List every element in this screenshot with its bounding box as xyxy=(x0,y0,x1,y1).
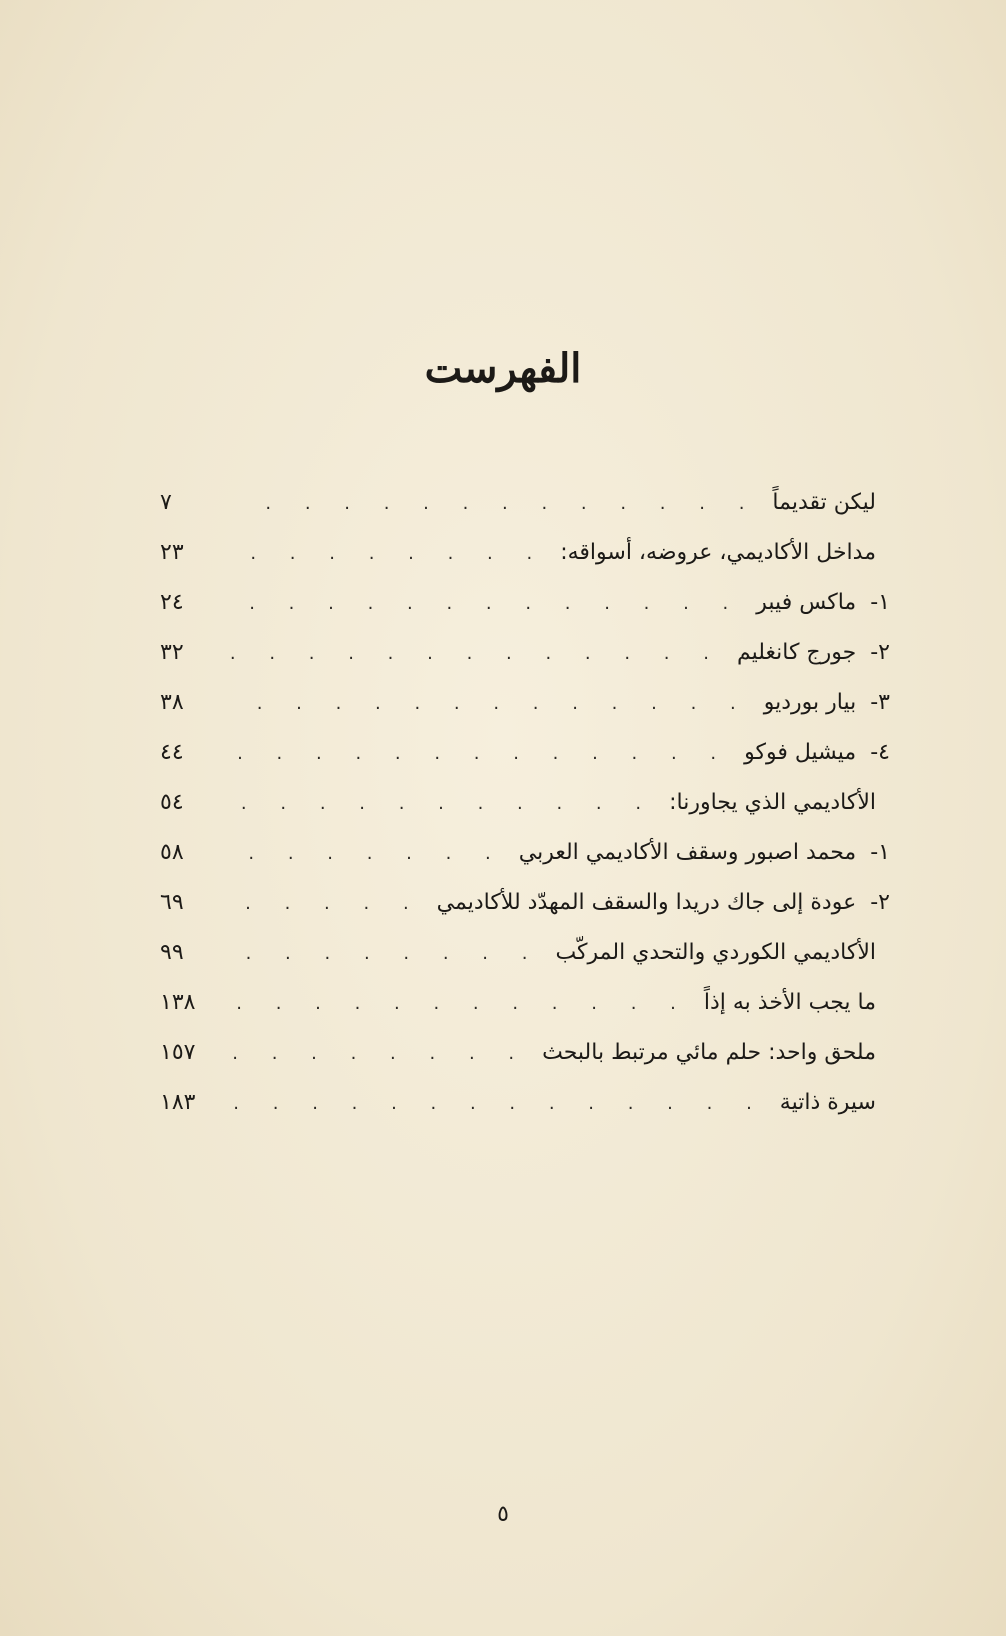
toc-entry-text: ملحق واحد: حلم مائي مرتبط بالبحث xyxy=(542,1040,876,1065)
page-title: الفهرست xyxy=(424,345,582,392)
dot-leader xyxy=(230,929,541,979)
toc-entry xyxy=(160,878,890,928)
toc-entry-label xyxy=(542,1028,890,1078)
toc-entry-page: ٩٩ xyxy=(160,940,184,965)
dot-leader xyxy=(230,879,423,929)
dot-leader xyxy=(230,629,723,679)
toc-entry-text: محمد اصبور وسقف الأكاديمي العربي xyxy=(518,840,857,865)
toc-entry-label xyxy=(704,978,890,1028)
toc-entry-text: سيرة ذاتية xyxy=(779,1090,876,1115)
toc-entry-page: ٢٤ xyxy=(160,590,184,615)
toc-entry-text: ماكس فيبر xyxy=(756,590,857,615)
dot-leader xyxy=(230,829,505,879)
toc-entry xyxy=(160,978,890,1028)
dot-leader xyxy=(230,579,742,629)
toc-entry-text: جورج كانغليم xyxy=(736,640,857,665)
toc-entry-page: ١٥٧ xyxy=(160,1040,196,1065)
toc-entry-text: عودة إلى جاك دريدا والسقف المهدّد للأكاديمي xyxy=(436,890,857,915)
toc-entry-page: ٣٢ xyxy=(160,640,184,665)
toc-entry-page: ٥٤ xyxy=(160,790,184,815)
toc-entry-text: الأكاديمي الذي يجاورنا: xyxy=(669,790,876,815)
toc-entry-label xyxy=(560,528,890,578)
toc-entry-number: ٣- xyxy=(870,690,890,715)
toc-entry-number: ١- xyxy=(870,840,890,865)
toc-entry-label xyxy=(519,828,890,878)
dot-leader xyxy=(230,1029,528,1079)
toc-entry-page: ٥٨ xyxy=(160,840,184,865)
dot-leader xyxy=(230,779,655,829)
toc-entry-label xyxy=(772,478,890,528)
toc-entry-label xyxy=(669,778,890,828)
toc-entry-label xyxy=(555,928,890,978)
toc-entry-page: ٢٣ xyxy=(160,540,184,565)
toc-entry-page: ١٨٣ xyxy=(160,1090,196,1115)
toc-entry xyxy=(160,678,890,728)
toc-entry-text: ما يجب الأخذ به إذاً xyxy=(703,990,876,1015)
toc-entry-label xyxy=(744,728,890,778)
toc-entry xyxy=(160,728,890,778)
page-number: ٥ xyxy=(497,1502,509,1527)
toc-entry-number: ٤- xyxy=(870,740,890,765)
toc-entry-label xyxy=(764,678,890,728)
toc-entry xyxy=(160,828,890,878)
dot-leader xyxy=(230,529,546,579)
toc-entry-text: الأكاديمي الكوردي والتحدي المركّب xyxy=(555,940,876,965)
toc-entry xyxy=(160,1028,890,1078)
toc-entry xyxy=(160,778,890,828)
toc-entry-text: مداخل الأكاديمي، عروضه، أسواقه: xyxy=(560,540,876,565)
toc-entry-page: ٦٩ xyxy=(160,890,184,915)
toc-entry-text: ليكن تقديماً xyxy=(772,490,876,515)
toc-entry-page: ٣٨ xyxy=(160,690,184,715)
toc-entry-label xyxy=(437,878,890,928)
toc-entry-text: بيار بورديو xyxy=(763,690,857,715)
dot-leader xyxy=(230,479,758,529)
toc-entry-number: ٢- xyxy=(870,890,890,915)
dot-leader xyxy=(230,1079,766,1129)
toc-entry-text: ميشيل فوكو xyxy=(744,740,857,765)
toc-entry-label xyxy=(756,578,890,628)
toc-entry xyxy=(160,528,890,578)
table-of-contents xyxy=(160,478,890,1128)
toc-entry-number: ١- xyxy=(870,590,890,615)
toc-entry-page: ١٣٨ xyxy=(160,990,196,1015)
toc-entry xyxy=(160,1078,890,1128)
dot-leader xyxy=(230,679,750,729)
toc-entry-page: ٧ xyxy=(160,490,172,515)
toc-entry xyxy=(160,478,890,528)
dot-leader xyxy=(230,979,690,1029)
toc-entry xyxy=(160,578,890,628)
toc-entry-number: ٢- xyxy=(870,640,890,665)
toc-entry xyxy=(160,928,890,978)
toc-entry-page: ٤٤ xyxy=(160,740,184,765)
toc-entry xyxy=(160,628,890,678)
dot-leader xyxy=(230,729,730,779)
toc-entry-label xyxy=(737,628,890,678)
toc-entry-label xyxy=(780,1078,890,1128)
